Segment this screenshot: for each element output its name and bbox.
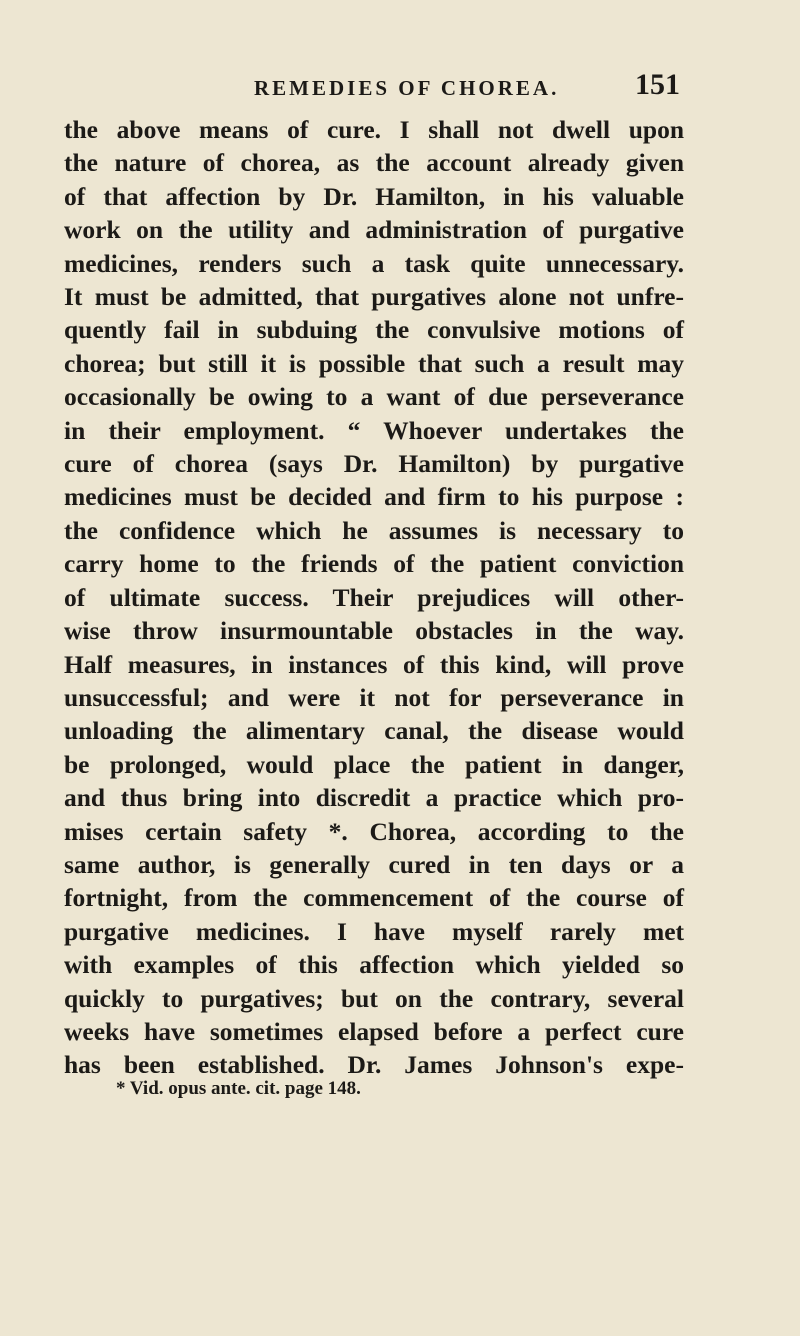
text-line: the confidence which he assumes is necessary to	[64, 515, 684, 545]
text-line: quickly to purgatives; but on the contrary, several	[64, 983, 684, 1013]
text-line: It must be admitted, that purgatives alone not unfre-	[64, 282, 684, 312]
text-line: quently fail in subduing the convulsive motions of	[64, 315, 684, 345]
text-line: cure of chorea (says Dr. Hamilton) by purgative	[64, 449, 684, 479]
text-line: be prolonged, would place the patient in danger,	[64, 749, 684, 779]
text-line: chorea; but still it is possible that such a result may	[64, 348, 684, 378]
text-line: mises certain safety *. Chorea, according to the	[64, 816, 684, 846]
running-title: REMEDIES OF CHOREA.	[254, 76, 560, 100]
footnote: * Vid. opus ante. cit. page 148.	[116, 1078, 361, 1099]
text-line: in their employment. “ Whoever undertakes the	[64, 415, 684, 445]
text-line: of ultimate success. Their prejudices will other-	[64, 582, 684, 612]
text-line: unloading the alimentary canal, the disease would	[64, 716, 684, 746]
body-text	[64, 113, 684, 1082]
text-line: wise throw insurmountable obstacles in the way.	[64, 616, 684, 646]
text-line: fortnight, from the commencement of the course of	[64, 883, 684, 913]
text-line: with examples of this affection which yielded so	[64, 950, 684, 980]
text-line: purgative medicines. I have myself rarely met	[64, 916, 684, 946]
text-line: has been established. Dr. James Johnson's expe-	[64, 1050, 684, 1080]
text-line: and thus bring into discredit a practice which pro-	[64, 783, 684, 813]
text-line: Half measures, in instances of this kind, will prove	[64, 649, 684, 679]
running-head	[64, 68, 680, 108]
page-number: 151	[635, 68, 680, 101]
text-line: weeks have sometimes elapsed before a perfect cure	[64, 1016, 684, 1046]
text-line: unsuccessful; and were it not for perseverance in	[64, 682, 684, 712]
text-line: carry home to the friends of the patient conviction	[64, 549, 684, 579]
text-line: of that affection by Dr. Hamilton, in his valuable	[64, 181, 684, 211]
text-line: medicines must be decided and firm to his purpose :	[64, 482, 684, 512]
text-line: same author, is generally cured in ten days or a	[64, 849, 684, 879]
text-line: medicines, renders such a task quite unnecessary.	[64, 248, 684, 278]
text-line: the above means of cure. I shall not dwell upon	[64, 115, 684, 144]
text-line: the nature of chorea, as the account already given	[64, 148, 684, 178]
text-line: work on the utility and administration of purgative	[64, 215, 684, 245]
text-line: occasionally be owing to a want of due perseverance	[64, 382, 684, 412]
